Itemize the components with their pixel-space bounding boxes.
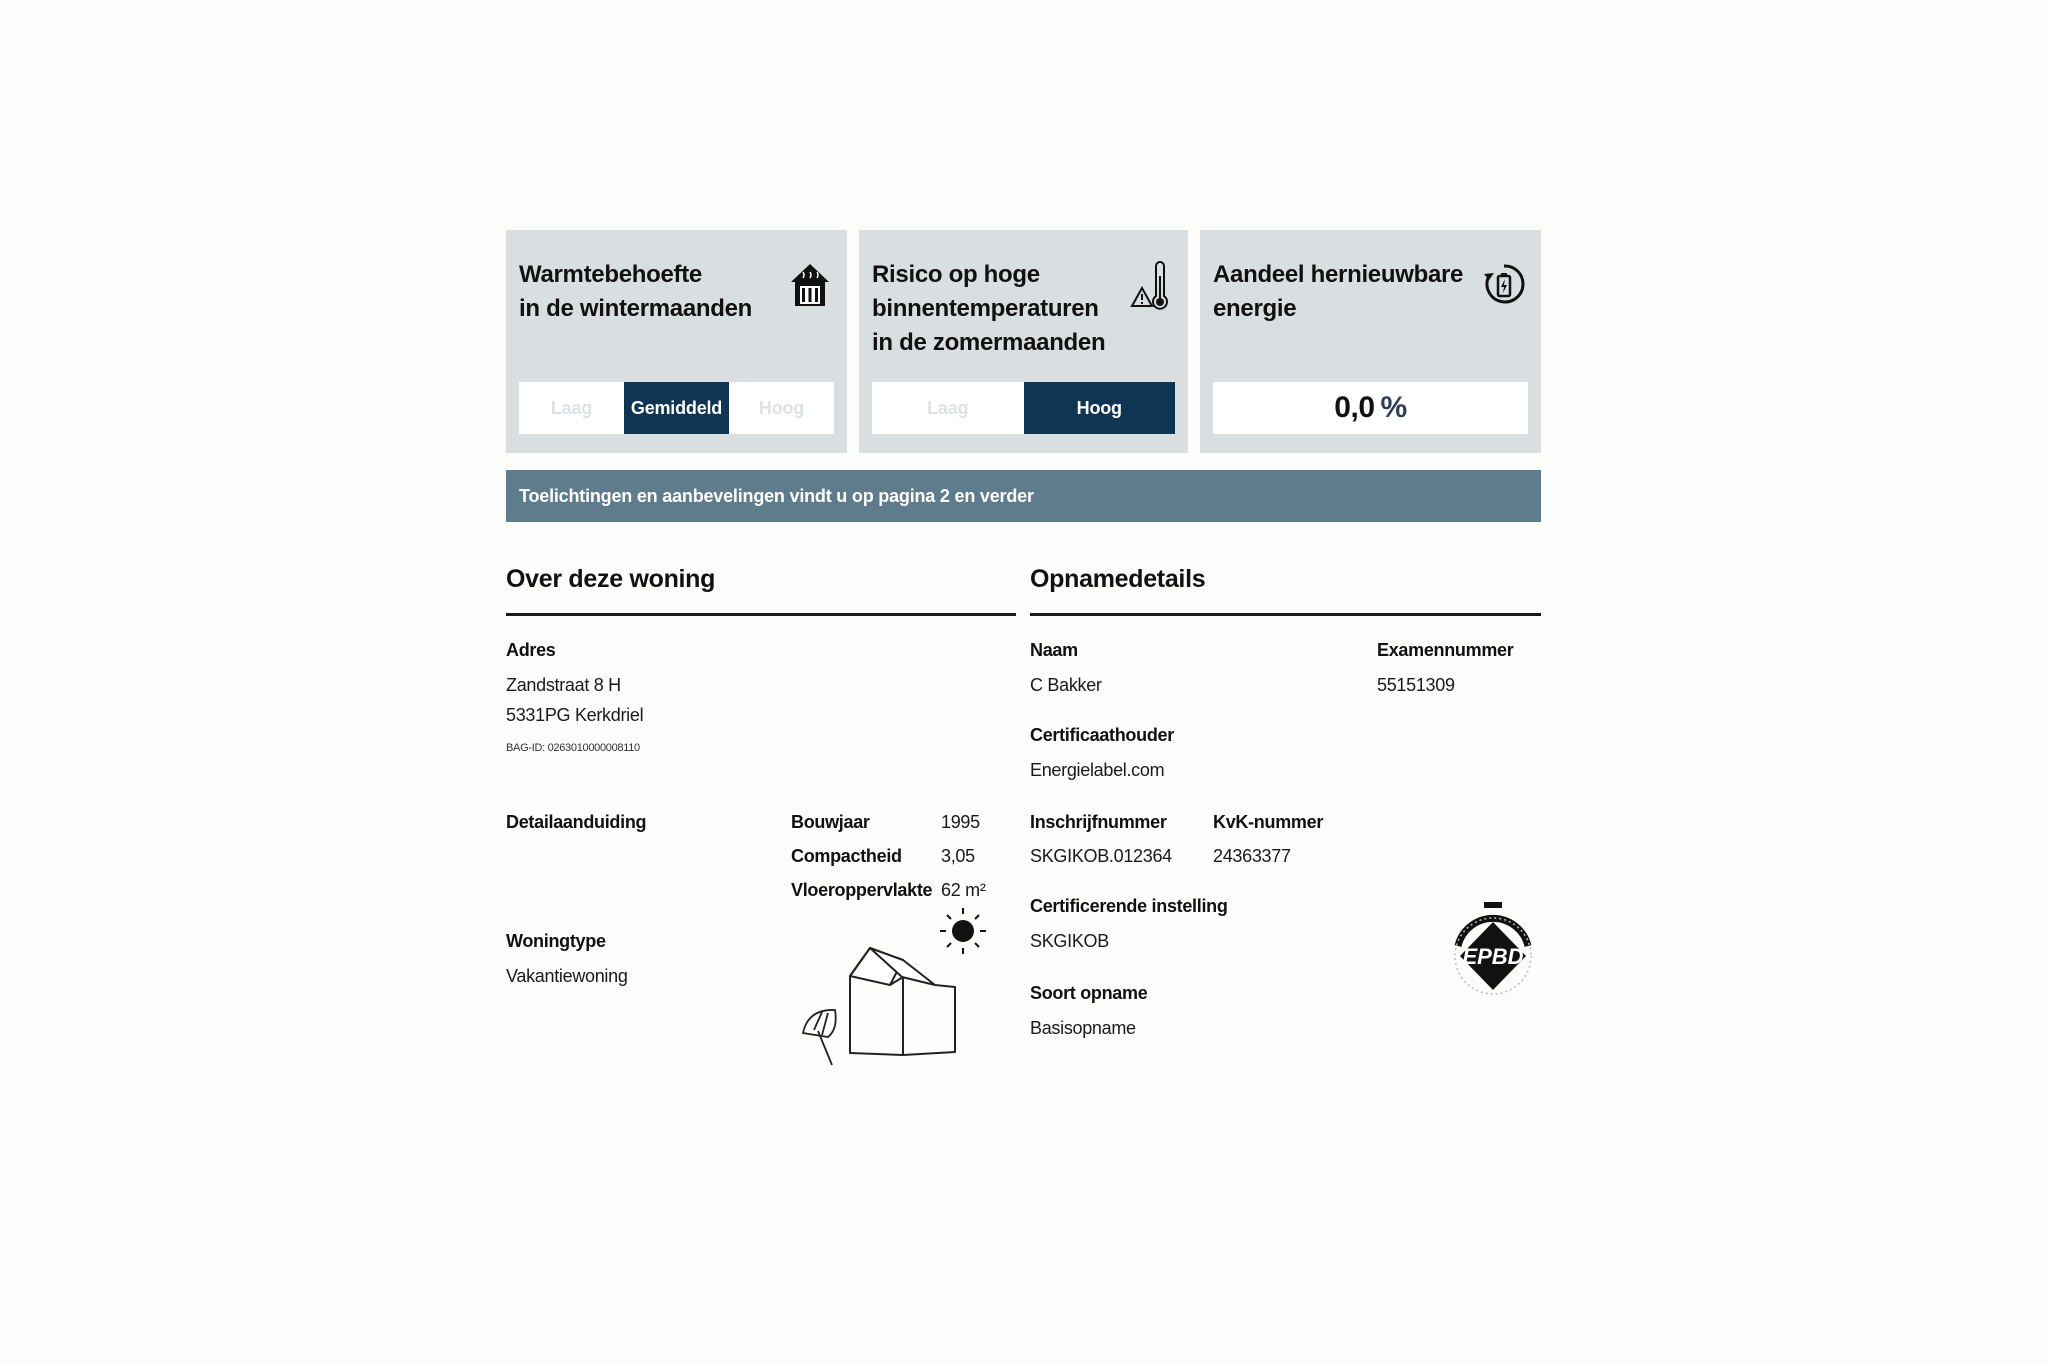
exam-number-label: Examennummer [1377, 640, 1514, 660]
bag-id: BAG-ID: 0263010000008110 [506, 742, 640, 754]
survey-details-title: Opnamedetails [1030, 565, 1206, 593]
house-heating-icon [787, 258, 833, 316]
heat-option-hoog: Hoog [758, 397, 805, 418]
survey-type-label: Soort opname [1030, 983, 1148, 1003]
overheating-risk-card [859, 230, 1188, 453]
address-line1: Zandstraat 8 H [506, 675, 621, 695]
certifying-body-label: Certificerende instelling [1030, 896, 1228, 916]
bouwjaar-value: 1995 [941, 812, 980, 832]
heat-option-laag: Laag [550, 397, 593, 418]
house-illustration-icon [800, 905, 1000, 1070]
address-label: Adres [506, 640, 556, 660]
name-value: C Bakker [1030, 675, 1102, 695]
about-home-title: Over deze woning [506, 565, 716, 593]
kvk-number-value: 24363377 [1213, 846, 1291, 866]
home-type-label: Woningtype [506, 931, 606, 951]
renewable-energy-icon [1481, 258, 1527, 316]
renewable-share-unit: % [1380, 391, 1407, 424]
certificate-holder-label: Certificaathouder [1030, 725, 1174, 745]
bouwjaar-label: Bouwjaar [791, 812, 870, 832]
heat-demand-title: Warmtebehoefte in de wintermaanden [519, 261, 753, 322]
overheat-option-hoog: Hoog [1024, 382, 1176, 434]
registration-number-value: SKGIKOB.012364 [1030, 846, 1172, 866]
renewable-share-title: Aandeel hernieuwbare energie [1213, 261, 1464, 322]
address-line2: 5331PG Kerkdriel [506, 705, 644, 725]
renewable-share-value-box [1213, 382, 1528, 434]
overheating-risk-title: Risico op hoge binnentemperaturen in de zomermaanden [872, 261, 1106, 356]
overheat-option-laag: Laag [927, 397, 969, 418]
exam-number-value: 55151309 [1377, 675, 1455, 695]
floor-area-label: Vloeroppervlakte [791, 880, 933, 900]
overheating-risk-scale [872, 382, 1175, 434]
registration-number-label: Inschrijfnummer [1030, 812, 1167, 832]
detail-label: Detailaanduiding [506, 812, 647, 832]
heat-demand-scale [519, 382, 834, 434]
certificate-holder-value: Energielabel.com [1030, 760, 1165, 780]
compactheid-value: 3,05 [941, 846, 975, 866]
home-type-value: Vakantiewoning [506, 966, 628, 986]
floor-area-value: 62 m² [941, 880, 986, 900]
certifying-body-value: SKGIKOB [1030, 931, 1109, 951]
svg-text:EPBD: EPBD [1462, 944, 1524, 969]
name-label: Naam [1030, 640, 1078, 660]
heat-demand-card [506, 230, 847, 453]
heat-option-gemiddeld: Gemiddeld [624, 382, 729, 434]
beach-umbrella-icon [803, 1010, 836, 1065]
about-home-rule [506, 613, 1016, 616]
thermometer-warning-icon [1128, 258, 1174, 316]
epbd-logo [1448, 898, 1538, 1013]
renewable-share-card [1200, 230, 1541, 453]
explanation-banner: Toelichtingen en aanbevelingen vindt u op pagina 2 en verder [506, 470, 1541, 522]
kvk-number-label: KvK-nummer [1213, 812, 1324, 832]
compactheid-label: Compactheid [791, 846, 902, 866]
sun-icon [940, 908, 986, 954]
renewable-share-value: 0,0 [1334, 391, 1375, 424]
survey-type-value: Basisopname [1030, 1018, 1136, 1038]
survey-details-rule [1030, 613, 1541, 616]
